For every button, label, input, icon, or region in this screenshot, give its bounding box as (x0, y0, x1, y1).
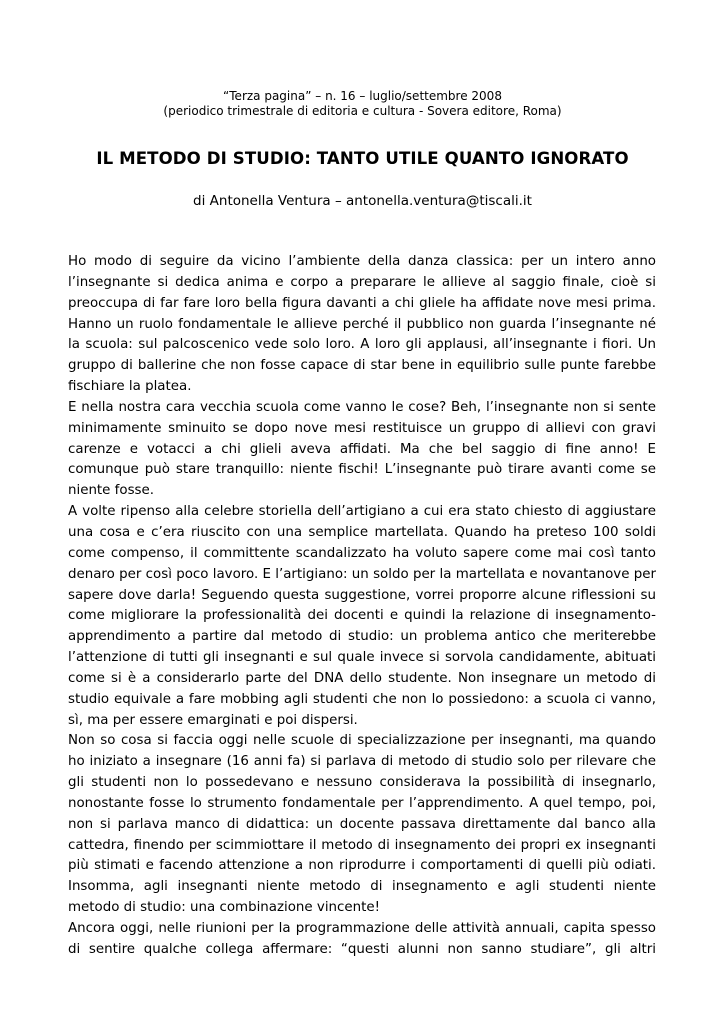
article-title: IL METODO DI STUDIO: TANTO UTILE QUANTO IGNORATO (96, 149, 629, 168)
paragraph-2: E nella nostra cara vecchia scuola come vanno le cose? Beh, l’insegnante non si sente minimamente sminuito se dopo nove mesi restituisce un gruppo di allievi con gravi carenze e votacci a chi glieli aveva affidati. Ma che bel saggio di fine anno! E comunque può stare tranquillo: niente fischi! L’insegnante può tirare avanti come se niente fosse. (68, 399, 656, 499)
header-line-1: “Terza pagina” – n. 16 – luglio/settembre 2008 (223, 89, 502, 103)
paragraph-4: Non so cosa si faccia oggi nelle scuole di specializzazione per insegnanti, ma quando ho iniziato a insegnare (16 anni fa) si parlava di metodo di studio solo per rilevare che gli studenti non lo possedevano e nessuno considerava la possibilità di insegnarlo, nonostante fosse lo strumento fondamentale per l’apprendimento. A quel tempo, poi, non si parlava manco di didattica: un docente passava direttamente dal banco alla cattedra, finendo per scimmiottare il metodo di insegnamento dei propri ex insegnanti più stimati e facendo attenzione a non riprodurre i comportamenti di quelli più odiati. Insomma, agli insegnanti niente metodo di insegnamento e agli studenti niente metodo di studio: una combinazione vincente! (68, 733, 656, 916)
article-body (68, 252, 656, 961)
header-line-2: (periodico trimestrale di editoria e cultura - Sovera editore, Roma) (163, 104, 562, 118)
paragraph-5: Ancora oggi, nelle riunioni per la programmazione delle attività annuali, capita spesso di sentire qualche collega affermare: “questi alunni non sanno studiare”, gli altri (68, 921, 656, 957)
paragraph-3: A volte ripenso alla celebre storiella dell’artigiano a cui era stato chiesto di aggiustare una cosa e c’era riuscito con una semplice martellata. Quando ha preteso 100 soldi come compenso, il committente scandalizzato ha voluto sapere come mai così tanto denaro per così poco lavoro. E l’artigiano: un soldo per la martellata e novantanove per sapere dove darla! Seguendo questa suggestione, vorrei proporre alcune riflessioni su come migliorare la professionalità dei docenti e quindi la relazione di insegnamento-apprendimento a partire dal metodo di studio: un problema antico che meriterebbe l’attenzione di tutti gli insegnanti e sul quale invece si sorvola candidamente, abituati come si è a considerarlo parte del DNA dello studente. Non insegnare un metodo di studio equivale a fare mobbing agli studenti che non lo possiedono: a scuola ci vanno, sì, ma per essere emarginati e poi dispersi. (68, 504, 656, 728)
paragraph-1: Ho modo di seguire da vicino l’ambiente della danza classica: per un intero anno l’insegnante si dedica anima e corpo a preparare le allieve al saggio finale, cioè si preoccupa di far fare loro bella figura davanti a chi gliele ha affidate nove mesi prima. Hanno un ruolo fondamentale le allieve perché il pubblico non guarda l’insegnante né la scuola: sul palcoscenico vede solo loro. A loro gli applausi, all’insegnante i fiori. Un gruppo di ballerine che non fosse capace di star bene in equilibrio sulle punte farebbe fischiare la platea. (68, 254, 656, 395)
byline: di Antonella Ventura – antonella.ventura@tiscali.it (193, 193, 532, 209)
